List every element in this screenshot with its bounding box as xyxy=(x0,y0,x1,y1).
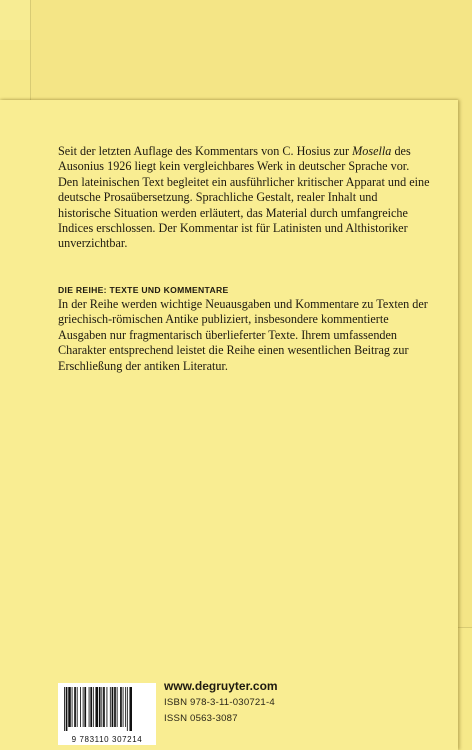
barcode-bar xyxy=(72,687,73,727)
barcode-bar xyxy=(95,687,98,727)
isbn: ISBN 978-3-11-030721-4 xyxy=(164,697,275,708)
issn: ISSN 0563-3087 xyxy=(164,713,238,724)
barcode-bar xyxy=(125,687,126,727)
barcode-bar xyxy=(80,687,81,727)
barcode-bars xyxy=(62,687,152,731)
barcode-bar xyxy=(103,687,105,727)
series-description: In der Reihe werden wichtige Neuausgaben und Kommentare zu Texten der griechisch-römischen Antike publiziert, insbesondere kommentierte Ausgaben nur fragmentarisch überlieferter Texte. Ihrem umfassenden Charakter entsprechend leistet die Reihe einen wesentlichen Beitrag zur Erschließung der antiken Literatur. xyxy=(58,297,428,373)
barcode-bar xyxy=(66,687,68,731)
barcode-bar xyxy=(129,687,132,731)
series-heading: DIE REIHE: TEXTE UND KOMMENTARE xyxy=(58,285,229,295)
barcode-bar xyxy=(89,687,90,727)
barcode xyxy=(58,683,156,745)
barcode-number: 9 783110 307214 xyxy=(71,735,143,744)
barcode-bar xyxy=(83,687,84,727)
barcode-bar xyxy=(90,687,92,727)
barcode-bar xyxy=(114,687,116,727)
barcode-bar xyxy=(77,687,78,727)
barcode-bar xyxy=(123,687,124,727)
barcode-bar xyxy=(84,687,86,727)
barcode-bar xyxy=(127,687,128,731)
barcode-bar xyxy=(93,687,94,727)
barcode-bar xyxy=(101,687,102,727)
barcode-bar xyxy=(64,687,65,731)
barcode-bar xyxy=(117,687,118,727)
blurb-text-start: Seit der letzten Auflage des Kommentars von C. Hosius zur xyxy=(58,144,353,158)
barcode-bar xyxy=(74,687,76,727)
barcode-bar xyxy=(120,687,122,727)
publisher-website: www.degruyter.com xyxy=(164,679,278,693)
barcode-bar xyxy=(107,687,108,727)
blurb-paragraph xyxy=(58,144,430,252)
barcode-bar xyxy=(112,687,114,727)
barcode-bar xyxy=(110,687,111,727)
work-title: Mosella xyxy=(352,144,392,158)
blurb-text-rest: des Ausonius 1926 liegt kein vergleichbares Werk in deutscher Sprache vor. Den lateinischen Text begleitet ein ausführlicher kritischer Apparat und eine deutsche Prosaübersetzung. Sprachliche Gestalt, realer Inhalt und historische Situation werden erläutert, das Material durch umfangreiche Indices erschlossen. Der Kommentar ist für Latinisten und Althistoriker unverzichtbar. xyxy=(58,144,430,251)
barcode-bar xyxy=(99,687,101,727)
barcode-bar xyxy=(68,687,71,727)
